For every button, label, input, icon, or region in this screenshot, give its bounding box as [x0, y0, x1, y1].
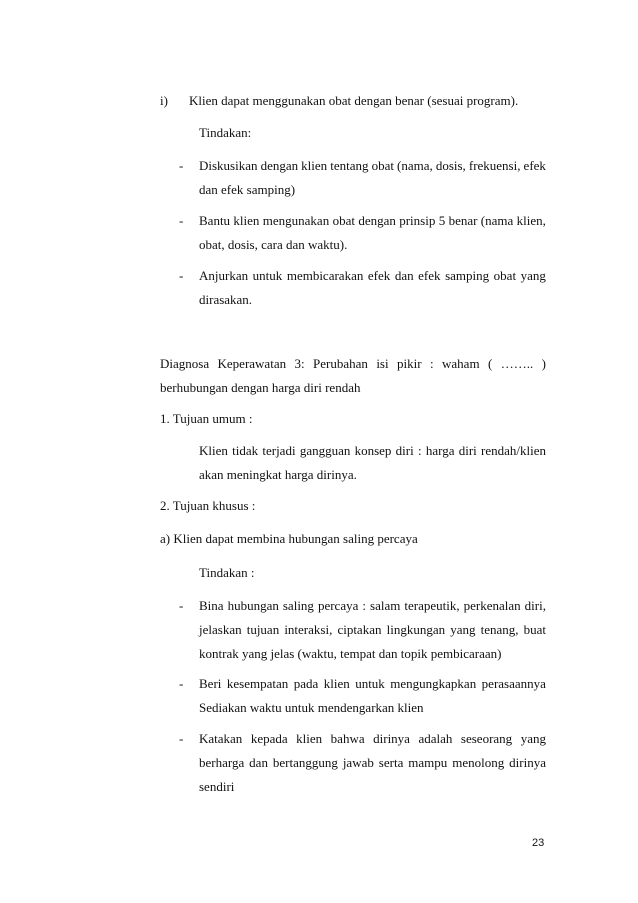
bullet-word: lingkungan — [386, 622, 446, 637]
tindakan-label: Tindakan: — [199, 125, 252, 140]
item-marker-i: i) — [160, 93, 168, 108]
tujuan-umum-word: diri — [458, 443, 477, 458]
bullet-word: terapeutik, — [404, 598, 460, 613]
bullet-word: buat — [523, 622, 546, 637]
diagnosa-word: : — [429, 356, 434, 371]
bullet-word: dosis, — [435, 158, 466, 173]
bullet-line-1 — [199, 158, 546, 173]
bullet-dash: - — [179, 268, 184, 283]
bullet-word: mampu — [408, 755, 448, 770]
bullet-word: Diskusikan — [199, 158, 258, 173]
bullet-word: diri, — [524, 598, 546, 613]
bullet-last-line: sendiri — [199, 779, 235, 794]
bullet-word: frekuensi, — [468, 158, 521, 173]
bullet-word: Katakan — [199, 731, 243, 746]
diagnosa-line-1 — [160, 356, 546, 371]
bullet-word: dirinya — [373, 731, 410, 746]
tujuan-umum-line-1 — [199, 443, 546, 458]
tujuan-umum-word: Klien — [199, 443, 228, 458]
bullet-word: adalah — [418, 731, 453, 746]
tujuan-umum-word: : — [417, 443, 422, 458]
bullet-word: pada — [293, 676, 319, 691]
bullet-last-line: Sediakan waktu untuk mendengarkan klien — [199, 700, 424, 715]
bullet-word: yang — [450, 622, 476, 637]
bullet-justified-line — [199, 731, 546, 746]
tujuan-umum-word: diri — [395, 443, 414, 458]
bullet-line-1 — [199, 213, 546, 228]
diagnosa-word: ) — [541, 356, 546, 371]
bullet-word: dan — [249, 755, 268, 770]
bullet-word: klien — [323, 676, 350, 691]
bullet-word: klien, — [516, 213, 546, 228]
bullet-word: (nama, — [397, 158, 433, 173]
diagnosa-word: isi — [376, 356, 389, 371]
bullet-word: mengungkapkan — [390, 676, 477, 691]
bullet-word: tujuan — [246, 622, 280, 637]
tujuan-umum-word: tidak — [232, 443, 259, 458]
bullet-word: tentang — [330, 158, 369, 173]
bullet-word: jelaskan — [199, 622, 242, 637]
bullet-word: prinsip — [399, 213, 436, 228]
bullet-word: bahwa — [330, 731, 365, 746]
bullet-word: berharga — [199, 755, 245, 770]
bullet-word: menolong — [452, 755, 505, 770]
bullet-word: dengan — [260, 158, 299, 173]
bullet-word: efek — [523, 158, 546, 173]
bullet-word: (nama — [480, 213, 514, 228]
bullet-word: benar — [448, 213, 478, 228]
bullet-justified-line — [199, 598, 546, 613]
bullet-word: jawab — [342, 755, 374, 770]
bullet-word: 5 — [438, 213, 446, 228]
tujuan-khusus-heading: 2. Tujuan khusus : — [160, 498, 256, 513]
tujuan-umum-word: terjadi — [262, 443, 296, 458]
diagnosa-word: Keperawatan — [217, 356, 287, 371]
bullet-word: yang — [520, 268, 546, 283]
bullet-word: klien — [233, 213, 260, 228]
bullet-word: efek — [367, 268, 391, 283]
bullet-word: klien — [301, 158, 328, 173]
bullet-word: ciptakan — [337, 622, 382, 637]
bullet-word: saling — [282, 598, 314, 613]
bullet-word: perkenalan — [463, 598, 521, 613]
bullet-justified-line — [199, 622, 546, 637]
bullet-word: obat — [332, 213, 355, 228]
page-number: 23 — [532, 837, 545, 849]
bullet-word: seseorang — [460, 731, 513, 746]
bullet-word: Bantu — [199, 213, 231, 228]
bullet-word: interaksi, — [284, 622, 333, 637]
bullet-word: tenang, — [480, 622, 519, 637]
bullet-line-2: dan efek samping) — [199, 182, 296, 197]
bullet-word: : — [362, 598, 367, 613]
bullet-line-2: obat, dosis, cara dan waktu). — [199, 237, 348, 252]
bullet-word: mengunakan — [262, 213, 330, 228]
bullet-word: klien — [296, 731, 323, 746]
tujuan-umum-word: harga — [425, 443, 455, 458]
bullet-line-2: dirasakan. — [199, 292, 253, 307]
item-i-text: Klien dapat menggunakan obat dengan benar (sesuai program). — [189, 93, 519, 108]
tujuan-umum-heading: 1. Tujuan umum : — [160, 411, 253, 426]
tujuan-umum-word: rendah/klien — [481, 443, 546, 458]
bullet-word: bertanggung — [272, 755, 338, 770]
diagnosa-word: …….. — [500, 356, 534, 371]
bullet-word: obat — [371, 158, 394, 173]
bullet-word: Bina — [199, 598, 224, 613]
bullet-dash: - — [179, 598, 184, 613]
bullet-word: untuk — [355, 676, 385, 691]
diagnosa-word: Perubahan — [313, 356, 368, 371]
bullet-justified-line — [199, 755, 546, 770]
bullet-word: Beri — [199, 676, 222, 691]
diagnosa-word: Diagnosa — [160, 356, 210, 371]
bullet-dash: - — [179, 213, 184, 228]
bullet-dash: - — [179, 731, 184, 746]
tujuan-umum-line-2: akan meningkat harga dirinya. — [199, 467, 357, 482]
bullet-word: dengan — [358, 213, 396, 228]
diagnosa-word: 3: — [294, 356, 305, 371]
bullet-line-1 — [199, 268, 546, 283]
diagnosa-word: pikir — [397, 356, 422, 371]
bullet-word: perasaannya — [481, 676, 546, 691]
diagnosa-word: ( — [487, 356, 493, 371]
bullet-word: yang — [520, 731, 546, 746]
bullet-justified-line — [199, 676, 546, 691]
bullet-word: kesempatan — [226, 676, 289, 691]
bullet-word: efek — [418, 268, 441, 283]
bullet-dash: - — [179, 676, 184, 691]
diagnosa-word: waham — [442, 356, 480, 371]
bullet-word: percaya — [317, 598, 359, 613]
bullet-word: serta — [378, 755, 404, 770]
bullet-word: obat — [493, 268, 517, 283]
tujuan-umum-word: konsep — [354, 443, 392, 458]
bullet-word: dan — [394, 268, 414, 283]
bullet-word: dirinya — [509, 755, 546, 770]
bullet-word: untuk — [252, 268, 283, 283]
bullet-dash: - — [179, 158, 184, 173]
item-a-text: a) Klien dapat membina hubungan saling percaya — [160, 531, 418, 546]
bullet-word: kepada — [250, 731, 288, 746]
bullet-word: samping — [445, 268, 490, 283]
tujuan-umum-word: gangguan — [299, 443, 351, 458]
tindakan-label-2: Tindakan : — [199, 565, 255, 580]
bullet-word: Anjurkan — [199, 268, 249, 283]
bullet-last-line: kontrak yang jelas (waktu, tempat dan topik pembicaraan) — [199, 646, 502, 661]
diagnosa-line-2: berhubungan dengan harga diri rendah — [160, 380, 361, 395]
bullet-word: membicarakan — [286, 268, 364, 283]
bullet-word: salam — [370, 598, 401, 613]
bullet-word: hubungan — [227, 598, 279, 613]
